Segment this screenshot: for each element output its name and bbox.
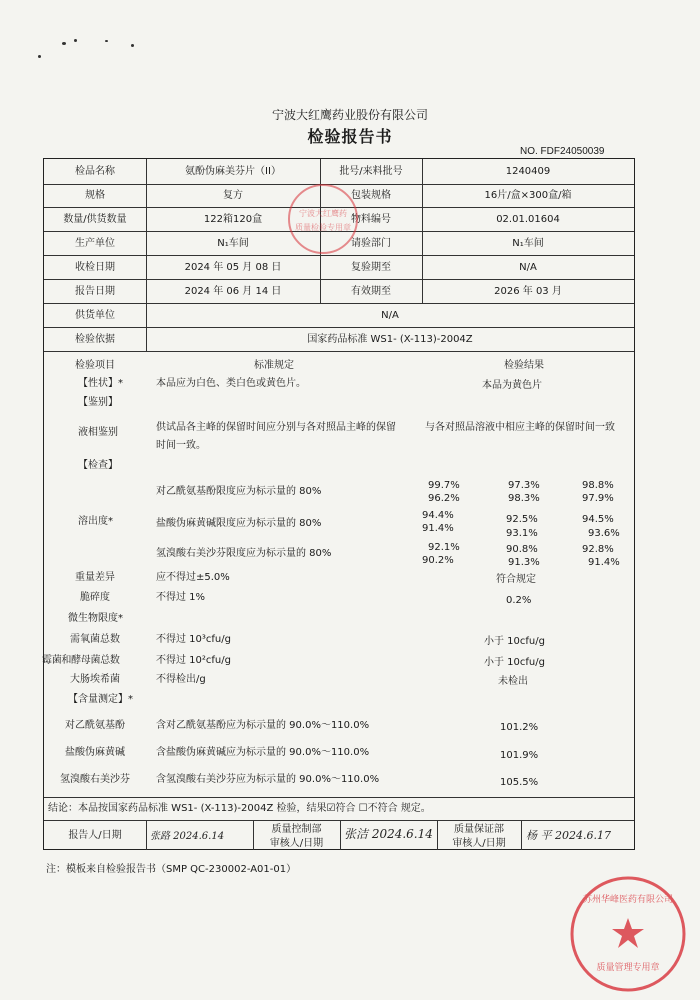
dissolution-value: 99.7% [428, 480, 460, 491]
ecoli-standard: 不得检出/g [156, 674, 206, 685]
scan-speck [74, 39, 77, 42]
reporter-label: 报告人/日期 [68, 830, 122, 841]
expiry-value: 2026 年 03 月 [494, 286, 562, 297]
friability-result: 0.2% [506, 595, 532, 606]
footnote: 注：模板来自检验报告书（SMP QC-230002-A01-01） [46, 864, 297, 875]
dissolution-value: 91.4% [588, 557, 620, 568]
character-result: 本品为黄色片 [482, 380, 542, 391]
assay-item: 氢溴酸右美沙芬 [60, 774, 130, 785]
expiry-label: 有效期至 [351, 286, 391, 297]
request-value: N₁车间 [512, 238, 544, 249]
scan-speck [105, 40, 108, 42]
assay-item: 盐酸伪麻黄碱 [65, 747, 125, 758]
aerobic-result: 小于 10cfu/g [484, 636, 545, 647]
producer-value: N₁车间 [217, 238, 249, 249]
report-table [43, 158, 635, 850]
mold-item: 霉菌和酵母菌总数 [42, 655, 120, 666]
received-label: 收检日期 [75, 262, 115, 273]
supplier-value: N/A [381, 310, 399, 321]
batch-value: 1240409 [505, 166, 551, 177]
col-standard-header: 标准规定 [254, 360, 294, 371]
conclusion: 结论：本品按国家药品标准 WS1- (X-113)-2004Z 检验，结果☑符合 ☐不符合 规定。 [48, 803, 431, 814]
qc-label: 质量控制部 [271, 824, 322, 835]
company-name: 宁波大红鹰药业股份有限公司 [271, 108, 428, 122]
spec-value: 复方 [223, 190, 243, 201]
dissolution-standard: 对乙酰氨基酚限度应为标示量的 80% [156, 486, 322, 497]
package-label: 包装规格 [351, 190, 391, 201]
dissolution-value: 91.4% [422, 523, 454, 534]
dissolution-value: 91.3% [508, 557, 540, 568]
assay-item: 对乙酰氨基酚 [65, 720, 125, 731]
scan-speck [38, 55, 41, 58]
weight-result: 符合规定 [496, 574, 536, 585]
assay-result: 101.2% [500, 722, 539, 733]
qa-label: 审核人/日期 [452, 838, 506, 849]
section-content: 【含量测定】* [68, 694, 133, 705]
character-standard: 本品应为白色、类白色或黄色片。 [156, 378, 306, 389]
mold-standard: 不得过 10²cfu/g [156, 655, 231, 666]
package-value: 16片/盒×300盒/箱 [484, 190, 572, 201]
dissolution-value: 97.3% [508, 480, 540, 491]
aerobic-item: 需氧菌总数 [70, 634, 120, 645]
friability-item: 脆碎度 [80, 592, 110, 603]
weight-standard: 应不得过±5.0% [156, 572, 230, 583]
svg-text:宁波大红鹰药: 宁波大红鹰药 [299, 209, 347, 218]
dissolution-standard: 盐酸伪麻黄碱限度应为标示量的 80% [156, 518, 322, 529]
request-label: 请验部门 [351, 238, 391, 249]
product-label: 检品名称 [75, 166, 115, 177]
recheck-value: N/A [519, 262, 537, 273]
basis-label: 检验依据 [75, 334, 115, 345]
scan-speck [62, 42, 66, 45]
col-item-header: 检验项目 [75, 360, 115, 371]
dissolution-item: 溶出度* [78, 516, 113, 527]
quantity-label: 数量/供货数量 [63, 214, 127, 225]
svg-text:苏州华峰医药有限公司: 苏州华峰医药有限公司 [582, 895, 674, 905]
material-label: 物料编号 [351, 214, 391, 225]
svg-text:质量检验专用章: 质量检验专用章 [295, 223, 351, 232]
dissolution-value: 97.9% [582, 493, 614, 504]
reporter-signature: 张路 2024.6.14 [150, 831, 225, 842]
friability-standard: 不得过 1% [156, 592, 206, 603]
product-value: 氨酚伪麻美芬片（II） [185, 166, 281, 177]
report-date-label: 报告日期 [75, 286, 115, 297]
dissolution-value: 90.2% [422, 555, 454, 566]
assay-standard: 含盐酸伪麻黄碱应为标示量的 90.0%～110.0% [156, 747, 370, 758]
dissolution-value: 93.6% [588, 528, 620, 539]
section-check: 【检查】 [78, 460, 118, 471]
assay-result: 105.5% [500, 777, 539, 788]
section-character: 【性状】* [78, 378, 123, 389]
scan-speck [131, 44, 134, 47]
dissolution-value: 98.3% [508, 493, 540, 504]
assay-standard: 含氢溴酸右美沙芬应为标示量的 90.0%～110.0% [156, 774, 380, 785]
received-value: 2024 年 05 月 08 日 [184, 262, 282, 273]
report-number: NO. FDF24050039 [520, 146, 605, 157]
basis-value: 国家药品标准 WS1- (X-113)-2004Z [307, 334, 473, 345]
dissolution-value: 94.4% [422, 510, 454, 521]
qc-label: 审核人/日期 [269, 838, 324, 849]
mold-result: 小于 10cfu/g [484, 657, 545, 668]
quantity-value: 122箱120盒 [203, 214, 263, 225]
qa-label: 质量保证部 [454, 824, 504, 835]
dissolution-value: 93.1% [506, 528, 538, 539]
dissolution-value: 96.2% [428, 493, 460, 504]
qa-signature: 杨 平 2024.6.17 [526, 829, 611, 842]
supplier-label: 供货单位 [75, 310, 115, 321]
assay-result: 101.9% [500, 750, 539, 761]
assay-standard: 含对乙酰氨基酚应为标示量的 90.0%～110.0% [156, 720, 370, 731]
aerobic-standard: 不得过 10³cfu/g [156, 634, 231, 645]
dissolution-value: 94.5% [582, 514, 614, 525]
hplc-standard: 供试品各主峰的保留时间应分别与各对照品主峰的保留时间一致。 [156, 422, 396, 451]
spec-label: 规格 [85, 190, 105, 201]
ecoli-result: 未检出 [498, 676, 528, 687]
dissolution-value: 92.5% [506, 514, 538, 525]
weight-item: 重量差异 [75, 572, 115, 583]
svg-text:质量管理专用章: 质量管理专用章 [596, 963, 660, 973]
report-title: 检验报告书 [307, 127, 393, 146]
hplc-result: 与各对照品溶液中相应主峰的保留时间一致 [425, 422, 615, 433]
quality-management-seal [566, 872, 690, 996]
section-identify: 【鉴别】 [78, 397, 118, 408]
report-date-value: 2024 年 06 月 14 日 [184, 286, 282, 297]
dissolution-value: 90.8% [506, 544, 538, 555]
dissolution-value: 92.8% [582, 544, 614, 555]
hplc-item: 液相鉴别 [78, 427, 118, 438]
material-value: 02.01.01604 [496, 214, 560, 225]
dissolution-value: 92.1% [428, 542, 460, 553]
batch-label: 批号/来料批号 [339, 166, 403, 177]
producer-label: 生产单位 [75, 238, 115, 249]
section-micro: 微生物限度* [68, 613, 123, 624]
dissolution-value: 98.8% [582, 480, 614, 491]
qc-signature: 张洁 2024.6.14 [344, 827, 433, 841]
ecoli-item: 大肠埃希菌 [70, 674, 120, 685]
recheck-label: 复验期至 [351, 262, 391, 273]
dissolution-standard: 氢溴酸右美沙芬限度应为标示量的 80% [156, 548, 332, 559]
col-result-header: 检验结果 [504, 360, 544, 371]
